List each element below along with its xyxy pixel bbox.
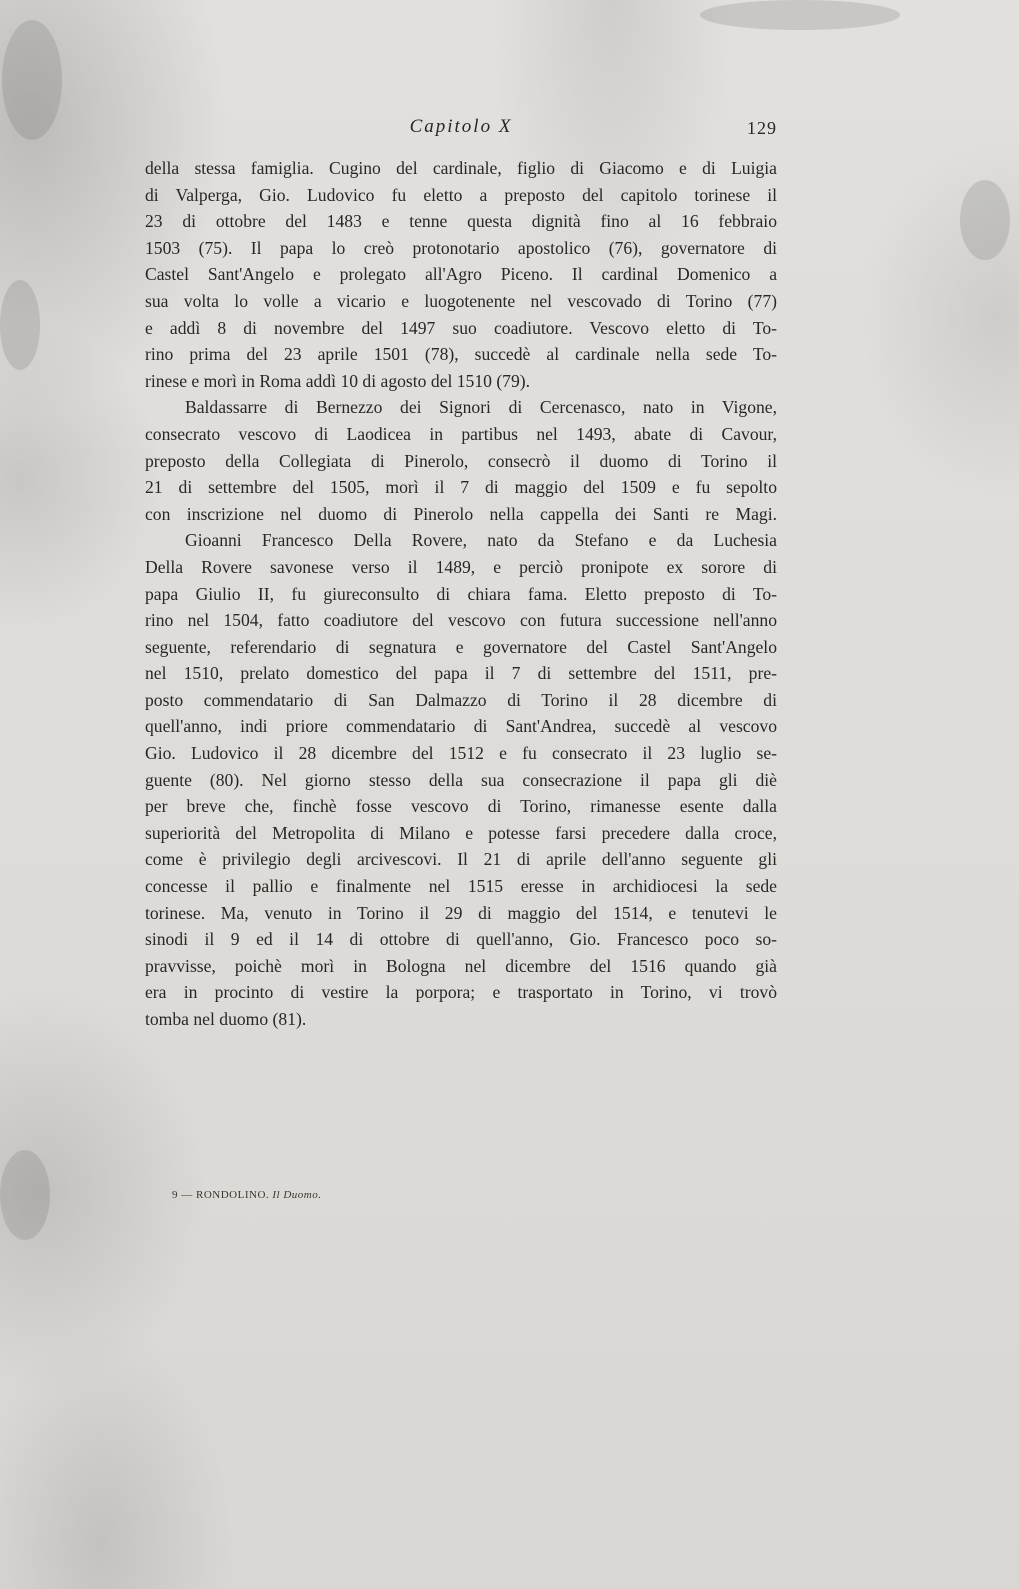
- text-line: rinese e morì in Roma addì 10 di agosto del 1510 (79).: [145, 370, 531, 391]
- page-number: 129: [747, 118, 777, 138]
- text-line: preposto della Collegiata di Pinerolo, consecrò il duomo di Torino il: [145, 450, 777, 471]
- text-line: concesse il pallio e finalmente nel 1515 eresse in archidiocesi la sede: [145, 876, 777, 897]
- text-line: per breve che, finchè fosse vescovo di Torino, rimanesse esente dalla: [145, 796, 777, 817]
- text-line: Castel Sant'Angelo e prolegato all'Agro Piceno. Il cardinal Domenico a: [145, 264, 777, 285]
- text-line: sua volta lo volle a vicario e luogotenente nel vescovado di Torino (77): [145, 290, 777, 311]
- body-text: [145, 155, 777, 1033]
- text-line: con inscrizione nel duomo di Pinerolo nella cappella dei Santi re Magi.: [145, 503, 777, 524]
- text-line: nel 1510, prelato domestico del papa il 7 di settembre del 1511, pre-: [145, 663, 777, 684]
- signature-mark: 9 — RONDOLINO.: [172, 1189, 270, 1201]
- text-line: 1503 (75). Il papa lo creò protonotario apostolico (76), governatore di: [145, 237, 777, 258]
- stain-mark: [2, 20, 62, 140]
- text-line: Baldassarre di Bernezzo dei Signori di Cercenasco, nato in Vigone,: [185, 397, 777, 418]
- text-line: posto commendatario di San Dalmazzo di Torino il 28 dicembre di: [145, 689, 777, 710]
- text-line: 21 di settembre del 1505, morì il 7 di maggio del 1509 e fu sepolto: [145, 477, 777, 498]
- text-line: Gio. Ludovico il 28 dicembre del 1512 e fu consecrato il 23 luglio se-: [145, 743, 777, 764]
- text-line: quell'anno, indi priore commendatario di Sant'Andrea, succedè al vescovo: [145, 716, 777, 737]
- text-line: superiorità del Metropolita di Milano e potesse farsi precedere dalla croce,: [145, 822, 777, 843]
- text-line: pravvisse, poichè morì in Bologna nel dicembre del 1516 quando già: [145, 955, 777, 976]
- text-line: guente (80). Nel giorno stesso della sua consecrazione il papa gli diè: [145, 769, 777, 790]
- text-line: torinese. Ma, venuto in Torino il 29 di maggio del 1514, e tenutevi le: [145, 902, 777, 923]
- text-line: Della Rovere savonese verso il 1489, e perciò pronipote ex sorore di: [145, 556, 777, 577]
- printer-signature: [172, 1189, 322, 1201]
- text-line: di Valperga, Gio. Ludovico fu eletto a preposto del capitolo torinese il: [145, 184, 777, 205]
- stain-mark: [0, 1150, 50, 1240]
- text-line: 23 di ottobre del 1483 e tenne questa dignità fino al 16 febbraio: [145, 211, 777, 232]
- signature-title: Il Duomo.: [272, 1189, 322, 1201]
- text-line: seguente, referendario di segnatura e governatore del Castel Sant'Angelo: [145, 636, 777, 657]
- text-line: papa Giulio II, fu giureconsulto di chiara fama. Eletto preposto di To-: [145, 583, 777, 604]
- text-line: tomba nel duomo (81).: [145, 1009, 307, 1029]
- text-line: come è privilegio degli arcivescovi. Il 21 di aprile dell'anno seguente gli: [145, 849, 777, 870]
- text-line: sinodi il 9 ed il 14 di ottobre di quell'anno, Gio. Francesco poco so-: [145, 929, 777, 950]
- stain-mark: [0, 280, 40, 370]
- text-line: rino nel 1504, fatto coadiutore del vescovo con futura successione nell'anno: [145, 610, 777, 631]
- stain-mark: [960, 180, 1010, 260]
- running-title: Capitolo X: [409, 116, 513, 137]
- text-line: Gioanni Francesco Della Rovere, nato da Stefano e da Luchesia: [185, 530, 777, 551]
- text-line: era in procinto di vestire la porpora; e trasportato in Torino, vi trovò: [145, 982, 777, 1003]
- text-line: e addì 8 di novembre del 1497 suo coadiutore. Vescovo eletto di To-: [145, 317, 777, 338]
- stain-mark: [700, 0, 900, 30]
- text-line: rino prima del 23 aprile 1501 (78), succedè al cardinale nella sede To-: [145, 344, 777, 365]
- text-line: consecrato vescovo di Laodicea in partibus nel 1493, abate di Cavour,: [145, 423, 777, 444]
- running-head: [145, 116, 777, 146]
- text-line: della stessa famiglia. Cugino del cardinale, figlio di Giacomo e di Luigia: [145, 158, 777, 178]
